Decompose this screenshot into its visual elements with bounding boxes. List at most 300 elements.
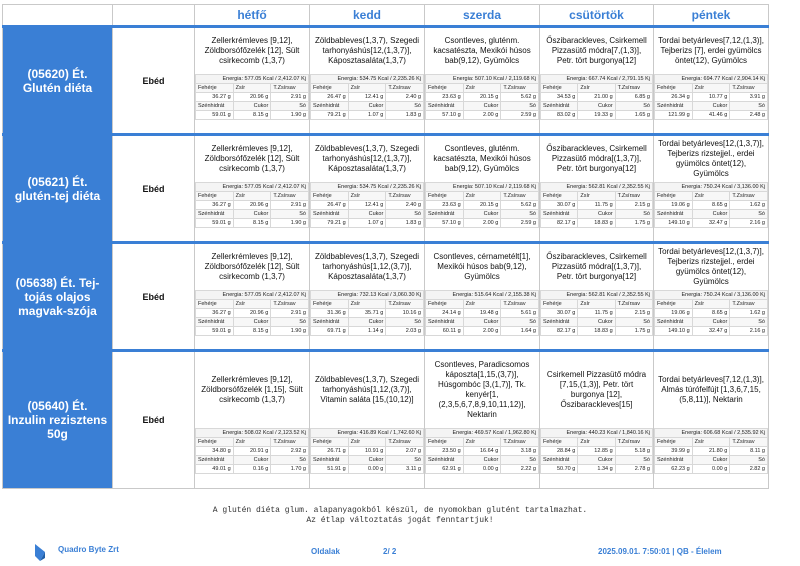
- fat-value: 20.15 g: [463, 93, 501, 102]
- salt-value: 1.75 g: [615, 327, 652, 336]
- salt-label: Só: [730, 318, 768, 327]
- day-menu-cell: [195, 27, 310, 135]
- salt-label: Só: [730, 102, 768, 111]
- day-menu-cell: [654, 27, 769, 135]
- fat-value: 10.77 g: [692, 93, 730, 102]
- saturated-fat-label: T.Zsírsav: [730, 192, 768, 201]
- fat-label: Zsír: [233, 300, 271, 309]
- protein-label: Fehérje: [426, 192, 464, 201]
- saturated-fat-value: 2.07 g: [386, 447, 424, 456]
- fat-value: 12.41 g: [348, 201, 386, 210]
- day-menu-cell: [540, 135, 654, 243]
- fat-value: 21.80 g: [692, 447, 730, 456]
- fat-value: 8.65 g: [692, 201, 730, 210]
- nutrient-value-row: [311, 465, 424, 474]
- day-header: szerda: [425, 5, 540, 27]
- nutrient-label-row: [655, 300, 768, 309]
- fat-label: Zsír: [233, 192, 271, 201]
- saturated-fat-label: T.Zsírsav: [615, 438, 652, 447]
- saturated-fat-value: 2.92 g: [271, 447, 309, 456]
- company-name: Quadro Byte Zrt: [58, 545, 119, 554]
- protein-label: Fehérje: [541, 300, 578, 309]
- fat-value: 35.71 g: [348, 309, 386, 318]
- carbohydrate-value: 59.01 g: [196, 327, 234, 336]
- energy-value: Energia: 469.57 Kcal / 1,962.80 Kj: [426, 429, 539, 438]
- day-menu-cell: [425, 27, 540, 135]
- salt-label: Só: [730, 456, 768, 465]
- day-menu-cell: [310, 135, 425, 243]
- sugar-value: 2.00 g: [463, 327, 501, 336]
- protein-value: 26.71 g: [311, 447, 349, 456]
- diet-row: [3, 243, 769, 351]
- protein-label: Fehérje: [311, 84, 349, 93]
- carbohydrate-label: Szénhidrát: [196, 318, 234, 327]
- energy-row: [655, 429, 768, 438]
- sugar-label: Cukor: [348, 456, 386, 465]
- sugar-value: 41.46 g: [692, 111, 730, 120]
- nutrition-table: [195, 290, 309, 336]
- salt-value: 2.59 g: [501, 219, 539, 228]
- nutrient-label-row: [196, 300, 309, 309]
- saturated-fat-label: T.Zsírsav: [615, 84, 652, 93]
- nutrient-label-row: [655, 438, 768, 447]
- sugar-value: 8.15 g: [233, 219, 271, 228]
- day-menu-cell: [195, 351, 310, 489]
- nutrition-table: [310, 428, 424, 474]
- nutrition-table: [310, 290, 424, 336]
- sugar-label: Cukor: [578, 210, 615, 219]
- nutrient-value-row: [655, 465, 768, 474]
- saturated-fat-label: T.Zsírsav: [271, 300, 309, 309]
- fat-value: 20.91 g: [233, 447, 271, 456]
- fat-value: 20.96 g: [233, 201, 271, 210]
- saturated-fat-value: 8.11 g: [730, 447, 768, 456]
- fat-label: Zsír: [233, 438, 271, 447]
- fat-label: Zsír: [348, 438, 386, 447]
- carbohydrate-value: 57.10 g: [426, 111, 464, 120]
- nutrient-value-row: [655, 327, 768, 336]
- carbohydrate-label: Szénhidrát: [196, 456, 234, 465]
- protein-value: 39.99 g: [655, 447, 693, 456]
- diet-name: (05638) Ét. Tej-tojás olajos magvak-szója: [3, 243, 113, 351]
- fat-label: Zsír: [463, 438, 501, 447]
- sugar-value: 19.33 g: [578, 111, 615, 120]
- dish-text: Zöldbableves(1,3,7), Szegedi tarhonyáshús[1,12,(3,7)], Vitamin saláta [15,(10,12)]: [314, 375, 420, 404]
- dish-text: Zöldbableves(1,3,7), Szegedi tarhonyáshús[1,12,(3,7)], Káposztasaláta(1,3,7): [314, 252, 420, 281]
- carbohydrate-label: Szénhidrát: [311, 318, 349, 327]
- energy-row: [541, 291, 653, 300]
- nutrient-label-row: [541, 318, 653, 327]
- energy-row: [655, 291, 768, 300]
- carbohydrate-value: 62.23 g: [655, 465, 693, 474]
- energy-row: [541, 183, 653, 192]
- dish-text: Tordai betyárleves[12,(1,3,7)], Tejberizs rizstejjel., erdei gyümölcs öntet(12), Gyümölcs: [658, 139, 764, 178]
- diet-note: [0, 506, 800, 526]
- nutrient-label-row: [311, 102, 424, 111]
- nutrient-label-row: [655, 192, 768, 201]
- fat-label: Zsír: [692, 84, 730, 93]
- protein-label: Fehérje: [426, 300, 464, 309]
- nutrient-label-row: [541, 102, 653, 111]
- salt-label: Só: [386, 102, 424, 111]
- salt-value: 2.78 g: [615, 465, 652, 474]
- sugar-label: Cukor: [692, 210, 730, 219]
- protein-label: Fehérje: [311, 300, 349, 309]
- carbohydrate-value: 79.21 g: [311, 219, 349, 228]
- protein-value: 23.63 g: [426, 201, 464, 210]
- dish-text: Zellerkrémleves [9,12], Zöldborsófőzelék [1,15], Sült csirkecomb (1,3,7): [201, 375, 303, 404]
- nutrient-value-row: [655, 219, 768, 228]
- fat-label: Zsír: [692, 438, 730, 447]
- carbohydrate-label: Szénhidrát: [541, 102, 578, 111]
- carbohydrate-value: 62.91 g: [426, 465, 464, 474]
- dish-text: Zellerkrémleves [9,12], Zöldborsófőzelék [12], Sült csirkecomb (1,3,7): [204, 144, 300, 173]
- nutrient-label-row: [426, 300, 539, 309]
- saturated-fat-label: T.Zsírsav: [730, 300, 768, 309]
- sugar-value: 18.83 g: [578, 219, 615, 228]
- day-menu-cell: [654, 135, 769, 243]
- nutrient-value-row: [196, 447, 309, 456]
- energy-value: Energia: 694.77 Kcal / 2,904.14 Kj: [655, 75, 768, 84]
- energy-value: Energia: 507.10 Kcal / 2,119.68 Kj: [426, 75, 539, 84]
- day-menu-cell: [195, 243, 310, 351]
- nutrient-label-row: [196, 318, 309, 327]
- day-menu-cell: [654, 243, 769, 351]
- salt-label: Só: [386, 210, 424, 219]
- nutrition-table: [425, 428, 539, 474]
- carbohydrate-value: 57.10 g: [426, 219, 464, 228]
- fat-label: Zsír: [578, 438, 615, 447]
- protein-label: Fehérje: [196, 192, 234, 201]
- dish-text: Csirkemell Pizzasütő módra [7,15,(1,3)], Petr. tört burgonya [12], Őszibarackleves[15]: [546, 370, 647, 409]
- sugar-value: 2.00 g: [463, 219, 501, 228]
- fat-label: Zsír: [463, 192, 501, 201]
- saturated-fat-value: 2.15 g: [615, 309, 652, 318]
- fat-label: Zsír: [692, 192, 730, 201]
- salt-label: Só: [730, 210, 768, 219]
- saturated-fat-label: T.Zsírsav: [386, 300, 424, 309]
- saturated-fat-value: 2.40 g: [386, 201, 424, 210]
- nutrient-value-row: [426, 309, 539, 318]
- saturated-fat-label: T.Zsírsav: [386, 192, 424, 201]
- nutrient-value-row: [541, 201, 653, 210]
- nutrition-table: [654, 428, 768, 474]
- saturated-fat-value: 5.62 g: [501, 201, 539, 210]
- fat-label: Zsír: [692, 300, 730, 309]
- sugar-value: 0.00 g: [692, 465, 730, 474]
- sugar-label: Cukor: [348, 210, 386, 219]
- salt-value: 2.59 g: [501, 111, 539, 120]
- nutrient-label-row: [655, 102, 768, 111]
- salt-label: Só: [271, 318, 309, 327]
- protein-label: Fehérje: [196, 438, 234, 447]
- dish-text: Csontleves, gluténm. kacsatészta, Mexikói húsos bab(9,12), Gyümölcs: [433, 36, 531, 65]
- sugar-label: Cukor: [692, 318, 730, 327]
- sugar-label: Cukor: [348, 318, 386, 327]
- dish-text: Csontleves, gluténm. kacsatészta, Mexikói húsos bab(9,12), Gyümölcs: [433, 144, 531, 173]
- carbohydrate-value: 149.10 g: [655, 327, 693, 336]
- energy-value: Energia: 577.05 Kcal / 2,412.07 Kj: [196, 291, 309, 300]
- saturated-fat-value: 2.91 g: [271, 201, 309, 210]
- salt-label: Só: [501, 102, 539, 111]
- nutrient-value-row: [196, 201, 309, 210]
- fat-value: 11.75 g: [578, 201, 615, 210]
- meal-label: Ebéd: [113, 351, 195, 489]
- sugar-value: 1.34 g: [578, 465, 615, 474]
- energy-row: [541, 429, 653, 438]
- sugar-label: Cukor: [463, 102, 501, 111]
- energy-value: Energia: 577.05 Kcal / 2,412.07 Kj: [196, 75, 309, 84]
- nutrition-table: [195, 74, 309, 120]
- protein-value: 26.34 g: [655, 93, 693, 102]
- salt-label: Só: [615, 318, 652, 327]
- nutrient-value-row: [541, 93, 653, 102]
- nutrient-value-row: [311, 219, 424, 228]
- carbohydrate-value: 59.01 g: [196, 111, 234, 120]
- salt-value: 2.82 g: [730, 465, 768, 474]
- protein-value: 34.53 g: [541, 93, 578, 102]
- carbohydrate-label: Szénhidrát: [655, 318, 693, 327]
- energy-row: [426, 291, 539, 300]
- nutrition-table: [195, 428, 309, 474]
- nutrient-label-row: [311, 456, 424, 465]
- nutrient-label-row: [311, 84, 424, 93]
- fat-value: 12.41 g: [348, 93, 386, 102]
- dish-text: Őszibarackleves, Csirkemell Pizzasütő módra[7,(1,3)], Petr. tört burgonya[12]: [546, 36, 647, 65]
- nutrient-label-row: [311, 192, 424, 201]
- nutrient-label-row: [311, 318, 424, 327]
- carbohydrate-label: Szénhidrát: [541, 456, 578, 465]
- energy-value: Energia: 562.81 Kcal / 2,352.55 Kj: [541, 183, 653, 192]
- sugar-label: Cukor: [692, 456, 730, 465]
- carbohydrate-label: Szénhidrát: [426, 210, 464, 219]
- nutrient-label-row: [196, 102, 309, 111]
- energy-row: [196, 291, 309, 300]
- dish-text: Zöldbableves(1,3,7), Szegedi tarhonyáshús[12,(1,3,7)], Káposztasaláta(1,3,7): [314, 144, 420, 173]
- energy-value: Energia: 515.64 Kcal / 2,155.38 Kj: [426, 291, 539, 300]
- sugar-value: 1.07 g: [348, 111, 386, 120]
- fat-label: Zsír: [348, 84, 386, 93]
- fat-label: Zsír: [578, 300, 615, 309]
- nutrient-value-row: [311, 111, 424, 120]
- energy-row: [311, 291, 424, 300]
- energy-row: [426, 429, 539, 438]
- dish-text: Őszibarackleves, Csirkemell Pizzasütő módra[(1,3,7)], Petr. tört burgonya[12]: [546, 144, 647, 173]
- salt-label: Só: [501, 318, 539, 327]
- salt-value: 1.90 g: [271, 327, 309, 336]
- sugar-value: 1.07 g: [348, 219, 386, 228]
- fat-value: 20.96 g: [233, 309, 271, 318]
- nutrition-table: [654, 74, 768, 120]
- energy-row: [426, 183, 539, 192]
- carbohydrate-value: 60.11 g: [426, 327, 464, 336]
- dish-text: Őszibarackleves, Csirkemell Pizzasütő módra[(1,3,7)], Petr. tört burgonya[12]: [546, 252, 647, 281]
- nutrient-value-row: [541, 309, 653, 318]
- fat-value: 20.96 g: [233, 93, 271, 102]
- salt-value: 1.90 g: [271, 111, 309, 120]
- carbohydrate-label: Szénhidrát: [426, 318, 464, 327]
- nutrient-label-row: [196, 192, 309, 201]
- nutrient-label-row: [426, 438, 539, 447]
- nutrient-value-row: [426, 327, 539, 336]
- saturated-fat-label: T.Zsírsav: [271, 438, 309, 447]
- fat-value: 8.65 g: [692, 309, 730, 318]
- protein-value: 36.27 g: [196, 93, 234, 102]
- fat-label: Zsír: [578, 192, 615, 201]
- nutrient-value-row: [196, 93, 309, 102]
- salt-value: 1.90 g: [271, 219, 309, 228]
- carbohydrate-label: Szénhidrát: [311, 102, 349, 111]
- sugar-label: Cukor: [578, 318, 615, 327]
- nutrient-label-row: [655, 210, 768, 219]
- nutrient-value-row: [655, 111, 768, 120]
- saturated-fat-value: 2.91 g: [271, 309, 309, 318]
- salt-label: Só: [271, 102, 309, 111]
- diet-row: [3, 135, 769, 243]
- nutrition-table: [425, 182, 539, 228]
- sugar-label: Cukor: [233, 102, 271, 111]
- salt-value: 3.11 g: [386, 465, 424, 474]
- nutrient-label-row: [311, 300, 424, 309]
- salt-label: Só: [501, 210, 539, 219]
- carbohydrate-label: Szénhidrát: [655, 456, 693, 465]
- nutrient-label-row: [541, 456, 653, 465]
- nutrient-value-row: [426, 219, 539, 228]
- nutrient-label-row: [311, 210, 424, 219]
- protein-label: Fehérje: [196, 300, 234, 309]
- day-menu-cell: [654, 351, 769, 489]
- energy-row: [196, 429, 309, 438]
- carbohydrate-value: 82.17 g: [541, 327, 578, 336]
- nutrition-table: [195, 182, 309, 228]
- carbohydrate-label: Szénhidrát: [426, 102, 464, 111]
- nutrient-value-row: [655, 309, 768, 318]
- energy-value: Energia: 508.02 Kcal / 2,123.52 Kj: [196, 429, 309, 438]
- fat-value: 16.64 g: [463, 447, 501, 456]
- day-header: csütörtök: [540, 5, 654, 27]
- saturated-fat-value: 5.18 g: [615, 447, 652, 456]
- sugar-label: Cukor: [463, 318, 501, 327]
- carbohydrate-value: 51.91 g: [311, 465, 349, 474]
- fat-label: Zsír: [348, 300, 386, 309]
- sugar-value: 0.00 g: [463, 465, 501, 474]
- sugar-label: Cukor: [233, 456, 271, 465]
- nutrient-label-row: [426, 210, 539, 219]
- energy-row: [655, 183, 768, 192]
- saturated-fat-value: 5.62 g: [501, 93, 539, 102]
- salt-value: 1.83 g: [386, 219, 424, 228]
- dish-text: Tordai betyárleves[12,(1,3,7)], Tejberizs rizstejjel., erdei gyümölcs öntet(12), Gyümölcs: [658, 247, 764, 286]
- nutrient-value-row: [196, 327, 309, 336]
- nutrient-value-row: [426, 447, 539, 456]
- salt-label: Só: [615, 456, 652, 465]
- nutrient-value-row: [311, 93, 424, 102]
- day-menu-cell: [425, 243, 540, 351]
- nutrition-table: [540, 74, 653, 120]
- day-menu-cell: [310, 27, 425, 135]
- day-menu-cell: [540, 27, 654, 135]
- carbohydrate-value: 59.01 g: [196, 219, 234, 228]
- salt-value: 1.83 g: [386, 111, 424, 120]
- saturated-fat-value: 2.15 g: [615, 201, 652, 210]
- carbohydrate-label: Szénhidrát: [541, 210, 578, 219]
- note-line-1: A glutén diéta glum. alapanyagokból készül, de nyomokban glutént tartalmazhat.: [212, 506, 588, 515]
- protein-value: 23.63 g: [426, 93, 464, 102]
- carbohydrate-label: Szénhidrát: [311, 210, 349, 219]
- header-blank-cell: [3, 5, 113, 27]
- saturated-fat-label: T.Zsírsav: [386, 438, 424, 447]
- nutrient-value-row: [311, 309, 424, 318]
- protein-label: Fehérje: [311, 192, 349, 201]
- nutrition-table: [425, 290, 539, 336]
- fat-value: 12.85 g: [578, 447, 615, 456]
- carbohydrate-label: Szénhidrát: [655, 102, 693, 111]
- salt-value: 1.65 g: [615, 111, 652, 120]
- nutrient-label-row: [655, 456, 768, 465]
- sugar-value: 0.16 g: [233, 465, 271, 474]
- protein-value: 23.50 g: [426, 447, 464, 456]
- protein-value: 30.07 g: [541, 201, 578, 210]
- diet-row: [3, 27, 769, 135]
- saturated-fat-value: 1.62 g: [730, 201, 768, 210]
- page-label: Oldalak: [311, 547, 340, 556]
- nutrient-label-row: [426, 456, 539, 465]
- energy-row: [311, 183, 424, 192]
- nutrient-value-row: [655, 447, 768, 456]
- page-number: 2/ 2: [383, 547, 397, 556]
- carbohydrate-value: 149.10 g: [655, 219, 693, 228]
- energy-value: Energia: 667.74 Kcal / 2,791.15 Kj: [541, 75, 653, 84]
- nutrient-value-row: [541, 465, 653, 474]
- saturated-fat-value: 2.91 g: [271, 93, 309, 102]
- menu-grid: [2, 4, 769, 489]
- nutrition-table: [425, 74, 539, 120]
- salt-value: 2.22 g: [501, 465, 539, 474]
- protein-value: 19.06 g: [655, 309, 693, 318]
- energy-value: Energia: 750.24 Kcal / 3,136.00 Kj: [655, 291, 768, 300]
- nutrient-label-row: [196, 456, 309, 465]
- energy-value: Energia: 577.05 Kcal / 2,412.07 Kj: [196, 183, 309, 192]
- diet-name: (05640) Ét. Inzulin rezisztens 50g: [3, 351, 113, 489]
- saturated-fat-value: 6.85 g: [615, 93, 652, 102]
- diet-name: (05620) Ét. Glutén diéta: [3, 27, 113, 135]
- protein-label: Fehérje: [426, 438, 464, 447]
- salt-label: Só: [615, 102, 652, 111]
- fat-label: Zsír: [578, 84, 615, 93]
- sugar-label: Cukor: [233, 318, 271, 327]
- salt-value: 2.16 g: [730, 219, 768, 228]
- diet-rows: [3, 27, 769, 489]
- fat-value: 11.75 g: [578, 309, 615, 318]
- nutrient-value-row: [196, 465, 309, 474]
- dish-text: Zellerkrémleves [9,12], Zöldborsófőzelék [12], Sült csirkecomb (1,3,7): [204, 252, 300, 281]
- protein-label: Fehérje: [655, 438, 693, 447]
- sugar-label: Cukor: [233, 210, 271, 219]
- print-timestamp: 2025.09.01. 7:50:01 | QB - Élelem: [598, 547, 722, 556]
- sugar-label: Cukor: [348, 102, 386, 111]
- quadro-byte-logo-icon: [33, 542, 47, 562]
- sugar-label: Cukor: [463, 210, 501, 219]
- protein-value: 26.47 g: [311, 93, 349, 102]
- saturated-fat-label: T.Zsírsav: [501, 84, 539, 93]
- saturated-fat-label: T.Zsírsav: [615, 300, 652, 309]
- carbohydrate-value: 69.71 g: [311, 327, 349, 336]
- page-footer: [0, 538, 800, 564]
- energy-value: Energia: 534.75 Kcal / 2,235.26 Kj: [311, 75, 424, 84]
- sugar-value: 8.15 g: [233, 327, 271, 336]
- nutrient-value-row: [196, 219, 309, 228]
- nutrient-label-row: [196, 438, 309, 447]
